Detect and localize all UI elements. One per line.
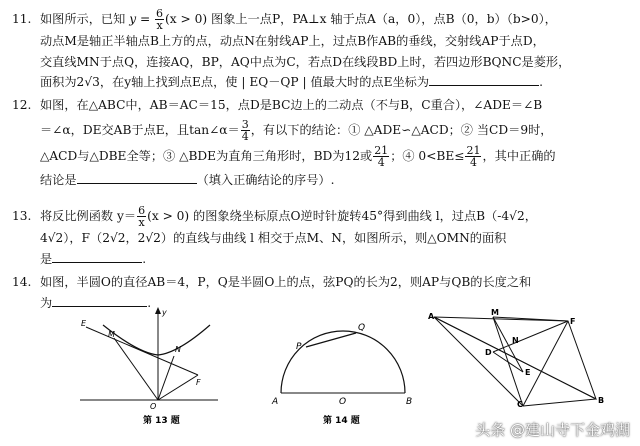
curve-l: [103, 325, 210, 355]
text: ，有以下的结论：① △ADE∽△ACD；② 当CD＝9时，: [250, 122, 553, 137]
text-line: 动点M是轴正半轴点B上方的点，动点N在射线AP上，过点B作AB的垂线，交射线AP于点D，: [40, 34, 545, 48]
label-o: O: [339, 397, 347, 407]
text: 是: [40, 251, 53, 266]
label-e: E: [525, 368, 531, 377]
label-m: M: [108, 330, 115, 339]
question-number: 11.: [12, 12, 32, 26]
label-y: y: [162, 308, 167, 317]
text-line: 交直线MN于点Q，连接AQ，BP，AQ中点为C，若点D在线段BD上时，若四边形BQNC是菱形，: [40, 54, 571, 69]
y-axis-arrow-icon: [155, 307, 161, 314]
denominator: 4: [469, 155, 477, 169]
semicircle-o: [281, 331, 405, 393]
fraction: [241, 119, 250, 142]
var: y: [129, 12, 137, 26]
question-12: [12, 95, 628, 190]
text-line: 4√2），F（2√2，2√2）的直线与曲线 l 相交于点M、N，如图所示，则△OMN的面积: [40, 231, 507, 245]
label-a: A: [272, 397, 279, 407]
segment-ac: [434, 317, 523, 406]
text: 面积为2√3，在y轴上找到点E点，使 | EQ－QP | 值最大时的点E坐标为: [40, 75, 430, 89]
figure-14-caption: 第 14 题: [323, 416, 360, 426]
figure-14: [268, 305, 418, 446]
segment-df: [493, 321, 568, 352]
label-d: D: [485, 348, 492, 357]
answer-blank[interactable]: [77, 171, 197, 184]
numerator: 6: [138, 204, 146, 217]
numerator: 21: [466, 143, 481, 157]
answer-blank[interactable]: [429, 73, 539, 86]
text: ＝∠α，DE交AB于点E，且tan∠α＝: [40, 122, 240, 137]
label-p: P: [296, 342, 302, 352]
text: 为: [40, 295, 53, 310]
text: ；④ 0<BE≤: [390, 148, 465, 163]
question-number: 14.: [12, 275, 32, 289]
label-b: B: [406, 397, 413, 407]
fraction: [155, 8, 164, 31]
label-c: C: [517, 400, 523, 407]
question-number: 12.: [12, 98, 32, 112]
chord-pq: [306, 333, 356, 347]
label-a: A: [428, 312, 435, 321]
figure-13-caption: 第 13 题: [143, 416, 180, 426]
numerator: 6: [156, 7, 164, 20]
label-q: Q: [358, 323, 366, 333]
figure-quadrilateral: [428, 307, 628, 407]
text: 将反比例函数 y＝: [40, 209, 137, 223]
denominator: 4: [377, 155, 385, 169]
text: △ACD与△DBE全等；③ △BDE为直角三角形时，BD为12或: [40, 148, 373, 163]
numerator: 3: [241, 117, 249, 131]
answer-blank[interactable]: [52, 250, 142, 263]
text: 如图，在△ABC中，AB＝AC＝15，点D是BC边上的二动点（不与B，C重合），∠ADE＝∠B: [40, 98, 543, 112]
text: （填入正确结论的序号）.: [196, 172, 335, 187]
fraction: [137, 205, 146, 228]
figure-13: [78, 305, 228, 446]
text: 结论是: [40, 172, 77, 187]
text: (x > 0) 的图象绕坐标原点O逆时针旋转45°得到曲线 l，过点B（-4√2，: [147, 209, 537, 223]
question-13: [12, 205, 628, 269]
label-e: E: [81, 319, 87, 328]
segment-cb: [523, 399, 596, 406]
text: ，其中正确的: [482, 148, 556, 163]
denominator: x: [138, 216, 145, 229]
label-f: F: [196, 378, 201, 387]
question-number: 13.: [12, 209, 32, 223]
text: =: [136, 12, 155, 26]
fraction: [465, 145, 481, 168]
label-n: N: [512, 336, 519, 345]
text: 如图所示，已知: [40, 12, 130, 26]
denominator: 4: [241, 129, 249, 143]
segment-cf: [523, 321, 568, 406]
question-11: [12, 2, 628, 93]
denominator: x: [156, 19, 163, 32]
label-o: O: [150, 402, 157, 411]
text: .: [142, 251, 147, 266]
text: .: [539, 75, 543, 89]
segment-on: [158, 356, 174, 400]
fraction: [373, 145, 389, 168]
label-b: B: [598, 396, 605, 405]
watermark: 头条 @建山寺下金鸡湖: [475, 421, 630, 439]
text: .: [147, 295, 152, 310]
label-m: M: [491, 308, 499, 317]
label-f: F: [570, 317, 576, 326]
numerator: 21: [374, 143, 389, 157]
label-n: N: [175, 345, 181, 354]
segment-of: [158, 375, 198, 400]
text: 如图，半圆O的直径AB＝4，P，Q是半圆O上的点，弦PQ的长为2，则AP与QB的长度之和: [40, 275, 532, 289]
text: (x > 0) 图象上一点P，PA⊥x 轴于点A（a，0），点B（0，b）（b>0），: [165, 12, 557, 26]
line-bf: [86, 327, 198, 375]
